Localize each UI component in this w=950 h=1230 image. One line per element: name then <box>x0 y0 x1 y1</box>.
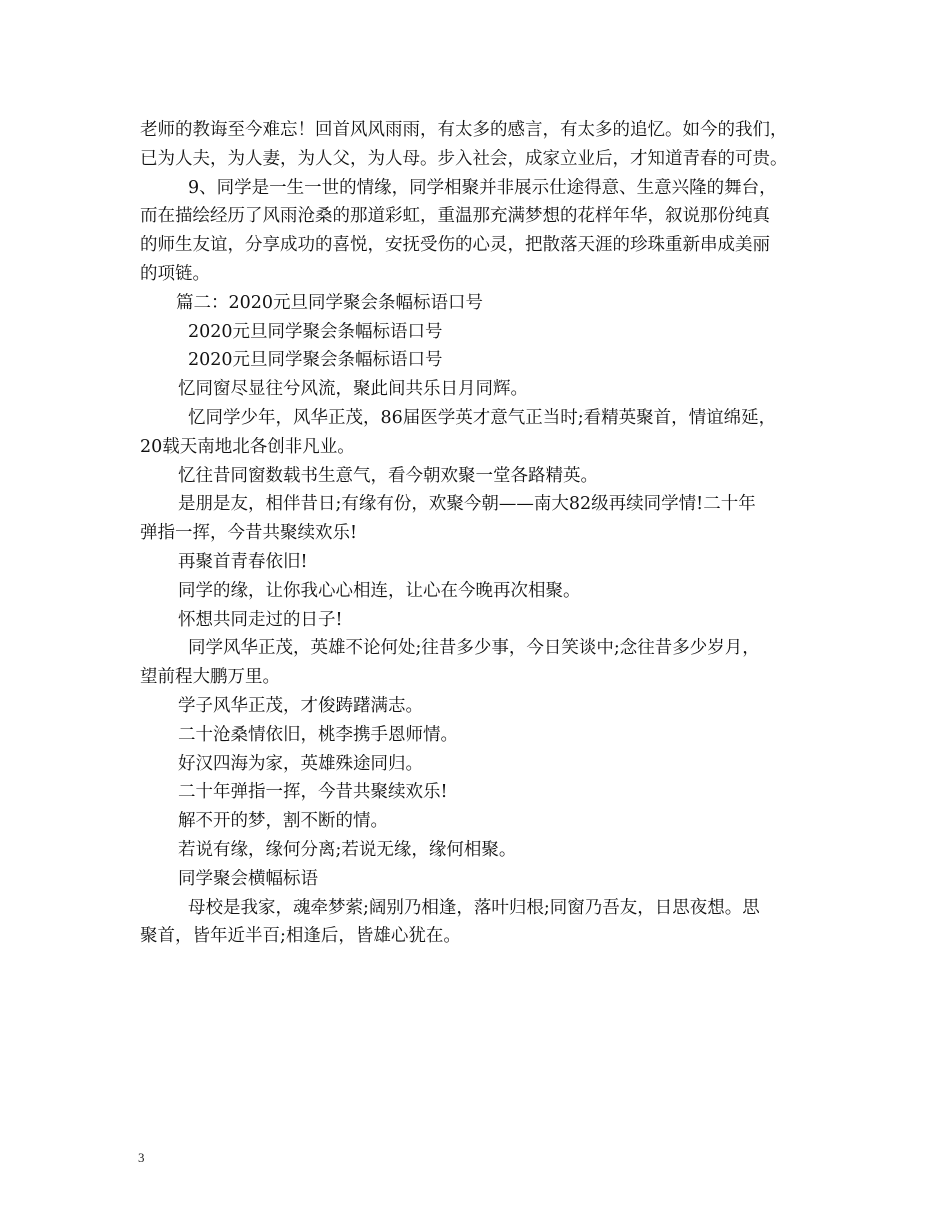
text-line: 再聚首青春依旧! <box>178 551 308 572</box>
text-line: 忆同学少年，风华正茂，86届医学英才意气正当时;看精英聚首，情谊绵延， <box>188 407 777 428</box>
text-line: 弹指一挥，今昔共聚续欢乐! <box>140 523 358 544</box>
text-line: 的项链。 <box>140 263 210 284</box>
text-line: 是朋是友，相伴昔日;有缘有份，欢聚今朝——南大82级再续同学情!二十年 <box>178 494 756 515</box>
text-line: 若说有缘，缘何分离;若说无缘，缘何相聚。 <box>178 839 517 860</box>
text-line: 二十年弹指一挥，今昔共聚续欢乐! <box>178 782 448 803</box>
text-line: 怀想共同走过的日子! <box>178 609 343 630</box>
text-line: 二十沧桑情依旧，桃李携手恩师情。 <box>178 724 458 745</box>
text-line: 老师的教诲至今难忘！回首风风雨雨，有太多的感言，有太多的追忆。如今的我们， <box>140 120 788 140</box>
text-line: 2020元旦同学聚会条幅标语口号 <box>188 321 443 342</box>
text-line: 学子风华正茂，才俊踌躇满志。 <box>178 695 423 716</box>
text-line: 已为人夫，为人妻，为人父，为人母。步入社会，成家立业后，才知道青春的可贵。 <box>140 148 788 169</box>
document-body <box>140 116 830 951</box>
text-line: 20载天南地北各创非凡业。 <box>140 436 355 457</box>
text-line: 同学聚会横幅标语 <box>178 868 318 889</box>
text-line: 忆同窗尽显往兮风流，聚此间共乐日月同辉。 <box>178 379 528 400</box>
text-line: 9、同学是一生一世的情缘，同学相聚并非展示仕途得意、生意兴隆的舞台， <box>188 177 777 198</box>
page-number: 3 <box>138 1150 145 1165</box>
text-line: 忆往昔同窗数载书生意气，看今朝欢聚一堂各路精英。 <box>178 465 598 486</box>
text-line: 的师生友谊，分享成功的喜悦，安抚受伤的心灵，把散落天涯的珍珠重新串成美丽 <box>140 235 770 256</box>
section-heading: 篇二：2020元旦同学聚会条幅标语口号 <box>176 292 484 313</box>
text-line: 母校是我家，魂牵梦萦;阔别乃相逢，落叶归根;同窗乃吾友，日思夜想。思 <box>188 897 760 918</box>
text-line: 望前程大鹏万里。 <box>140 667 280 688</box>
text-line: 同学的缘，让你我心心相连，让心在今晚再次相聚。 <box>178 580 581 601</box>
text-line: 同学风华正茂，英雄不论何处;往昔多少事，今日笑谈中;念往昔多少岁月， <box>188 638 760 659</box>
text-line: 而在描绘经历了风雨沧桑的那道彩虹，重温那充满梦想的花样年华，叙说那份纯真 <box>140 206 770 227</box>
text-line: 聚首，皆年近半百;相逢后，皆雄心犹在。 <box>140 926 461 947</box>
text-line: 好汉四海为家，英雄殊途同归。 <box>178 753 423 774</box>
text-line: 2020元旦同学聚会条幅标语口号 <box>188 350 443 371</box>
text-line: 解不开的梦，割不断的情。 <box>178 811 388 832</box>
